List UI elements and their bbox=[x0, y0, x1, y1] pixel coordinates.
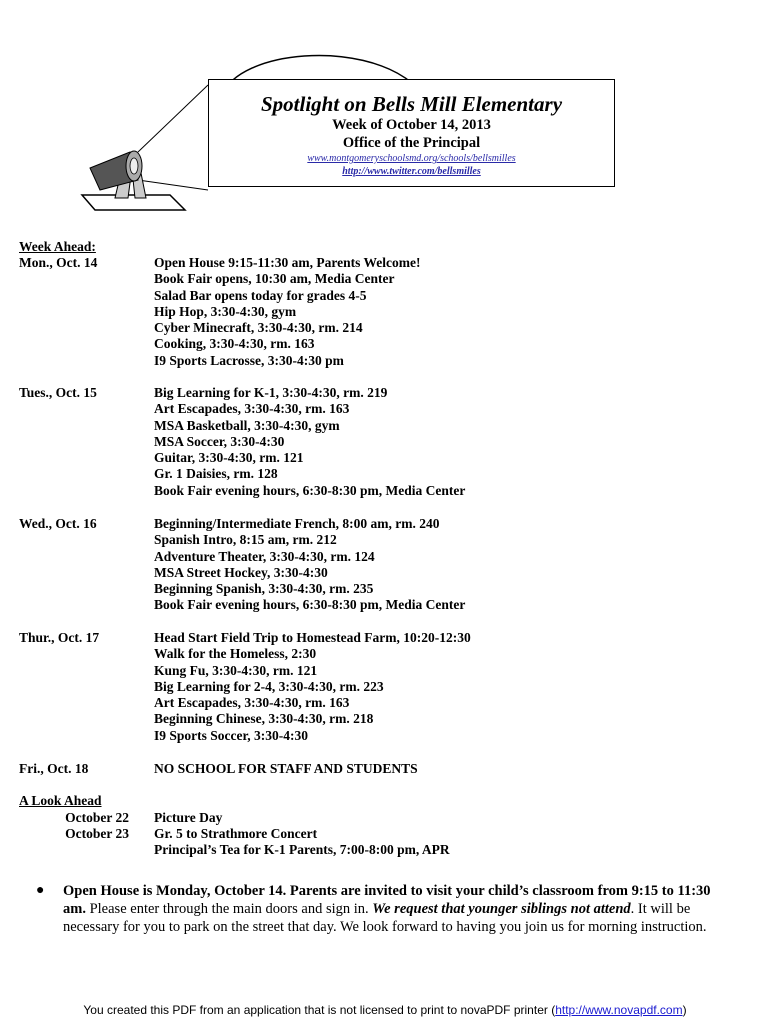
event-item: NO SCHOOL FOR STAFF AND STUDENTS bbox=[154, 761, 418, 776]
week-label: Week of October 14, 2013 bbox=[332, 117, 491, 133]
day-events bbox=[154, 516, 714, 614]
event-item: Book Fair evening hours, 6:30-8:30 pm, Media Center bbox=[154, 482, 466, 498]
event-item: Hip Hop, 3:30-4:30, gym bbox=[154, 303, 297, 319]
notice-bold: Open House is Monday, October 14. Parents are invited to visit your child’s classroom from 9:15 to 11:30 am. bbox=[63, 883, 711, 917]
look-ahead-events bbox=[154, 826, 714, 859]
event-item: Cyber Minecraft, 3:30-4:30, rm. 214 bbox=[154, 320, 363, 336]
event-item: Open House 9:15-11:30 am, Parents Welcome! bbox=[154, 255, 421, 270]
event-item: Book Fair evening hours, 6:30-8:30 pm, Media Center bbox=[154, 597, 466, 613]
newsletter-header bbox=[208, 79, 615, 187]
footer-text-end: ) bbox=[682, 1003, 687, 1017]
event-item: MSA Street Hockey, 3:30-4:30 bbox=[154, 564, 328, 580]
event-item: Gr. 5 to Strathmore Concert bbox=[154, 826, 318, 841]
twitter-link[interactable]: http://www.twitter.com/bellsmilles bbox=[342, 166, 481, 177]
notice-normal-2: . It will be necessary for you to park on the street that day. We look forward to having you join us for morning instruction. bbox=[63, 901, 707, 935]
day-events bbox=[154, 255, 714, 369]
event-item: I9 Sports Soccer, 3:30-4:30 bbox=[154, 727, 308, 743]
day-label: Fri., Oct. 18 bbox=[19, 761, 89, 776]
event-item: Beginning Spanish, 3:30-4:30, rm. 235 bbox=[154, 581, 374, 597]
event-item: Adventure Theater, 3:30-4:30, rm. 124 bbox=[154, 548, 375, 564]
event-item: Guitar, 3:30-4:30, rm. 121 bbox=[154, 450, 304, 466]
day-events bbox=[154, 385, 714, 499]
event-item: Art Escapades, 3:30-4:30, rm. 163 bbox=[154, 695, 350, 711]
notice-normal-1: Please enter through the main doors and sign in. bbox=[85, 901, 373, 917]
day-label: Tues., Oct. 15 bbox=[19, 385, 97, 400]
day-events bbox=[154, 630, 714, 744]
event-item: Beginning/Intermediate French, 8:00 am, rm. 240 bbox=[154, 516, 440, 531]
event-item: Beginning Chinese, 3:30-4:30, rm. 218 bbox=[154, 711, 374, 727]
look-ahead-events bbox=[154, 810, 714, 826]
office-label: Office of the Principal bbox=[342, 135, 481, 151]
event-item: Principal’s Tea for K-1 Parents, 7:00-8:00 pm, APR bbox=[154, 842, 450, 858]
notice-text bbox=[63, 882, 733, 936]
event-item: Walk for the Homeless, 2:30 bbox=[154, 646, 317, 662]
pdf-footer bbox=[0, 1003, 770, 1017]
week-ahead-heading: Week Ahead: bbox=[19, 239, 96, 254]
day-label: Wed., Oct. 16 bbox=[19, 516, 97, 531]
event-item: Gr. 1 Daisies, rm. 128 bbox=[154, 466, 278, 482]
bullet-icon: ● bbox=[36, 883, 45, 898]
footer-text: You created this PDF from an application that is not licensed to print to novaPDF printer ( bbox=[83, 1003, 556, 1017]
notice-emphasis: We request that younger siblings not attend bbox=[372, 901, 631, 917]
event-item: Big Learning for K-1, 3:30-4:30, rm. 219 bbox=[154, 385, 388, 400]
event-item: I9 Sports Lacrosse, 3:30-4:30 pm bbox=[154, 352, 344, 368]
look-ahead-date: October 23 bbox=[65, 826, 129, 841]
school-website-link[interactable]: www.montgomeryschoolsmd.org/schools/bellsmilles bbox=[307, 153, 516, 164]
event-item: Kung Fu, 3:30-4:30, rm. 121 bbox=[154, 662, 318, 678]
page-title: Spotlight on Bells Mill Elementary bbox=[260, 92, 563, 116]
look-ahead-heading: A Look Ahead bbox=[19, 793, 102, 808]
novapdf-link[interactable]: http://www.novapdf.com bbox=[555, 1003, 683, 1017]
event-item: Big Learning for 2-4, 3:30-4:30, rm. 223 bbox=[154, 678, 384, 694]
event-item: MSA Basketball, 3:30-4:30, gym bbox=[154, 417, 340, 433]
look-ahead-date: October 22 bbox=[65, 810, 129, 825]
day-events bbox=[154, 761, 714, 777]
day-label: Mon., Oct. 14 bbox=[19, 255, 98, 270]
event-item: Salad Bar opens today for grades 4-5 bbox=[154, 287, 367, 303]
event-item: Cooking, 3:30-4:30, rm. 163 bbox=[154, 336, 315, 352]
event-item: MSA Soccer, 3:30-4:30 bbox=[154, 433, 285, 449]
event-item: Book Fair opens, 10:30 am, Media Center bbox=[154, 271, 395, 287]
day-label: Thur., Oct. 17 bbox=[19, 630, 100, 645]
event-item: Art Escapades, 3:30-4:30, rm. 163 bbox=[154, 401, 350, 417]
event-item: Spanish Intro, 8:15 am, rm. 212 bbox=[154, 532, 337, 548]
event-item: Head Start Field Trip to Homestead Farm, 10:20-12:30 bbox=[154, 630, 471, 645]
event-item: Picture Day bbox=[154, 810, 223, 825]
